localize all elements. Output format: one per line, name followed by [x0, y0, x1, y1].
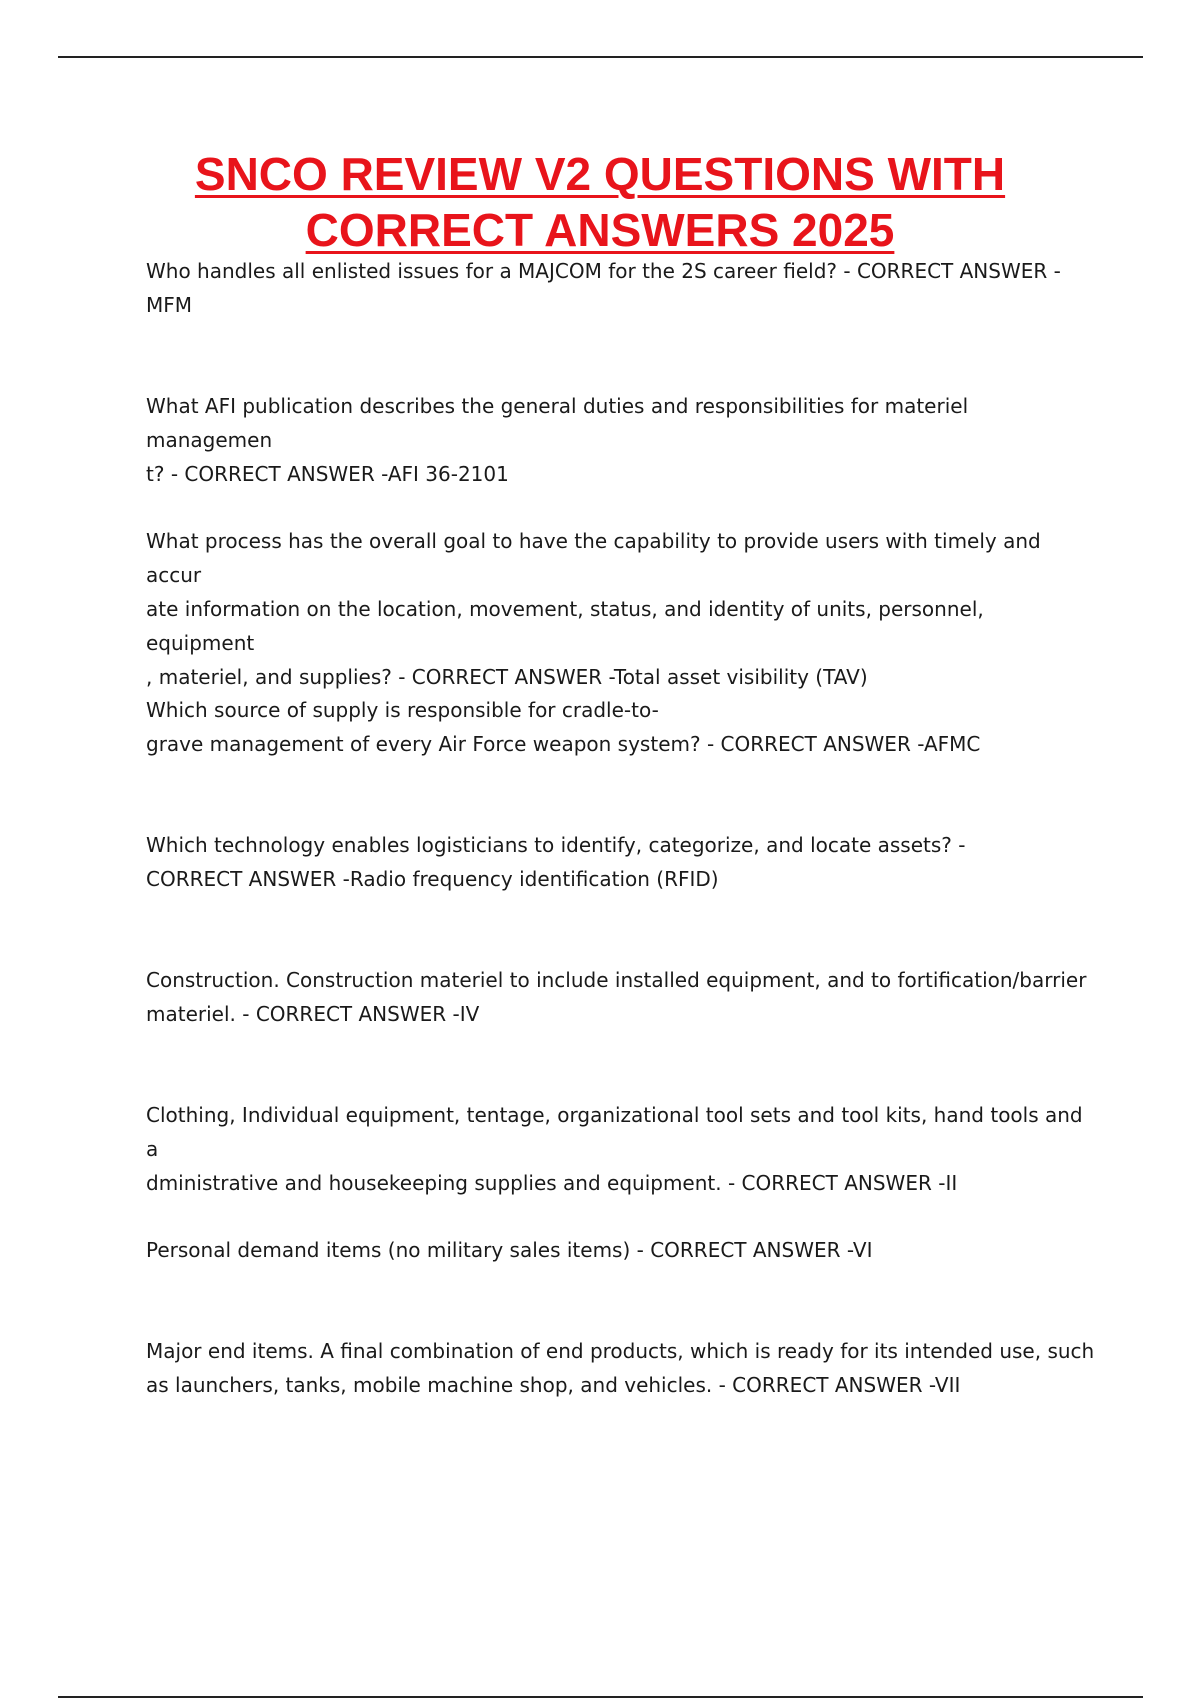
qa-item-6: Construction. Construction materiel to include installed equipment, and to fortification/barrier materiel. - CORRECT ANSWER -IV — [146, 968, 1087, 1026]
top-divider — [58, 56, 1143, 58]
qa-item-1: Who handles all enlisted issues for a MAJCOM for the 2S career field? - CORRECT ANSWER - MFM — [146, 259, 1061, 317]
qa-item-7: Clothing, Individual equipment, tentage, organizational tool sets and tool kits, hand tools and a dministrative and housekeeping supplies and equipment. - CORRECT ANSWER -II — [146, 1103, 1083, 1195]
title-line-1: SNCO REVIEW V2 QUESTIONS WITH — [194, 148, 1006, 200]
qa-item-5: Which technology enables logisticians to identify, categorize, and locate assets? - CORRECT ANSWER -Radio frequency identification (RFID) — [146, 833, 966, 891]
qa-item-9: Major end items. A final combination of end products, which is ready for its intended use, such as launchers, tanks, mobile machine shop, and vehicles. - CORRECT ANSWER -VII — [146, 1339, 1095, 1397]
qa-item-4: Which source of supply is responsible for cradle-to- grave management of every Air Force weapon system? - CORRECT ANSWER -AFMC — [146, 698, 981, 756]
qa-item-8: Personal demand items (no military sales items) - CORRECT ANSWER -VI — [146, 1238, 873, 1262]
bottom-divider — [58, 1696, 1143, 1698]
document-title — [100, 146, 1100, 258]
title-line-2: CORRECT ANSWERS 2025 — [305, 204, 895, 256]
qa-item-3: What process has the overall goal to have the capability to provide users with timely and accur ate information on the location, movement, status, and identity of units, personnel, equipment , materiel, and supplies? - CORRECT ANSWER -Total asset visibility (TAV) — [146, 529, 1041, 689]
qa-item-2: What AFI publication describes the general duties and responsibilities for materiel managemen t? - CORRECT ANSWER -AFI 36-2101 — [146, 394, 969, 486]
